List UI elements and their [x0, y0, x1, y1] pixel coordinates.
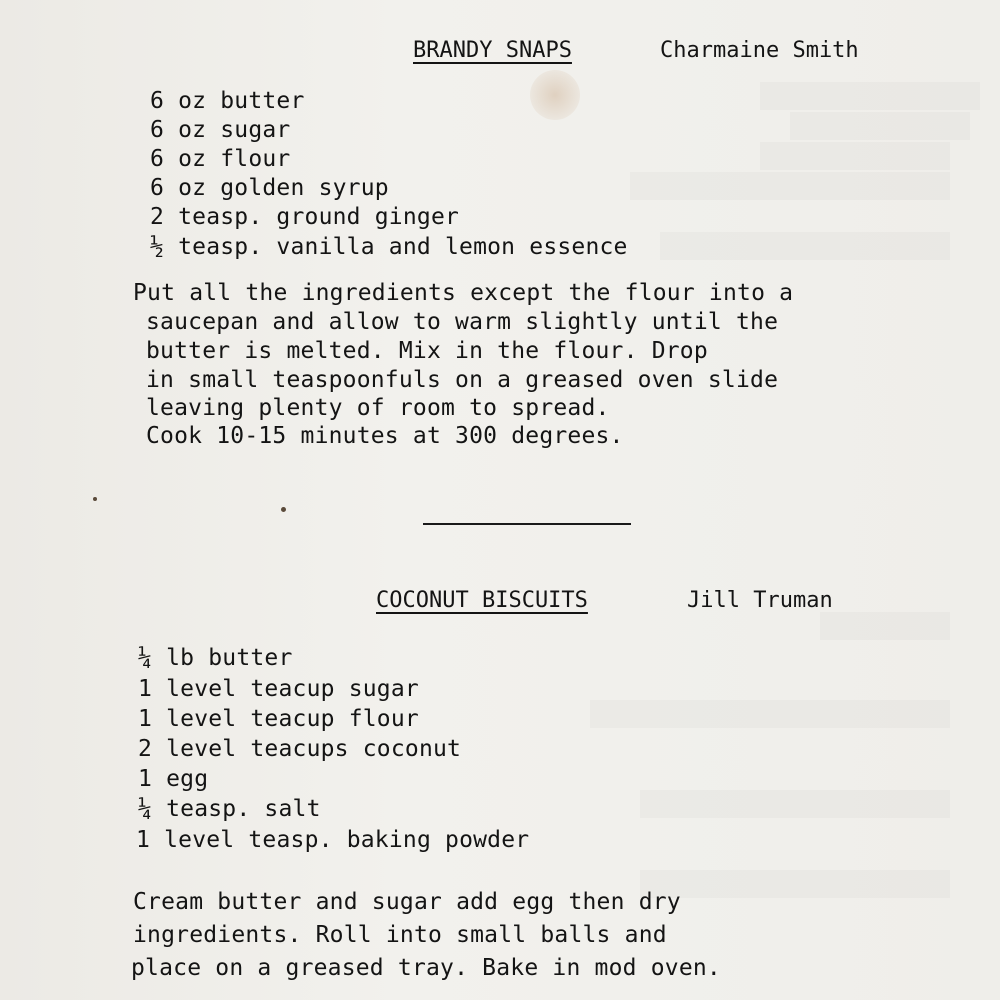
method-line: butter is melted. Mix in the flour. Drop — [146, 338, 708, 364]
ingredient-line: 1 egg — [138, 766, 209, 792]
recipe-header — [413, 38, 893, 63]
paper-speck — [93, 497, 97, 501]
method-line: Cook 10-15 minutes at 300 degrees. — [146, 423, 624, 449]
ingredient-line: ¼ teasp. salt — [138, 796, 321, 822]
method-line: Put all the ingredients except the flour into a — [133, 280, 794, 306]
ingredient-line: 6 oz sugar — [150, 117, 291, 143]
method-line: saucepan and allow to warm slightly until the — [146, 309, 779, 335]
method-line: in small teaspoonfuls on a greased oven slide — [146, 367, 779, 393]
paper-speck — [281, 507, 286, 512]
ingredient-line: 2 level teacups coconut — [138, 736, 462, 762]
recipe-title: BRANDY SNAPS — [413, 38, 572, 63]
method-line: place on a greased tray. Bake in mod oven. — [131, 955, 721, 981]
ingredient-line: 2 teasp. ground ginger — [150, 204, 460, 230]
ingredient-line: 6 oz golden syrup — [150, 175, 389, 201]
paper-stain — [530, 70, 580, 120]
ingredient-line: 1 level teacup sugar — [138, 676, 419, 702]
section-divider — [423, 523, 631, 525]
method-line: Cream butter and sugar add egg then dry — [133, 889, 681, 915]
ingredient-line: ½ teasp. vanilla and lemon essence — [150, 234, 628, 260]
recipe-author: Charmaine Smith — [660, 38, 859, 63]
method-line: leaving plenty of room to spread. — [146, 395, 610, 421]
recipe-header — [376, 588, 876, 613]
recipe-author: Jill Truman — [687, 588, 833, 613]
ingredient-line: 6 oz flour — [150, 146, 291, 172]
ingredient-line: 1 level teasp. baking powder — [136, 827, 530, 853]
recipe-title: COCONUT BISCUITS — [376, 588, 588, 613]
ingredient-line: 1 level teacup flour — [138, 706, 419, 732]
ingredient-line: ¼ lb butter — [138, 645, 293, 671]
ingredient-line: 6 oz butter — [150, 88, 305, 114]
method-line: ingredients. Roll into small balls and — [133, 922, 667, 948]
